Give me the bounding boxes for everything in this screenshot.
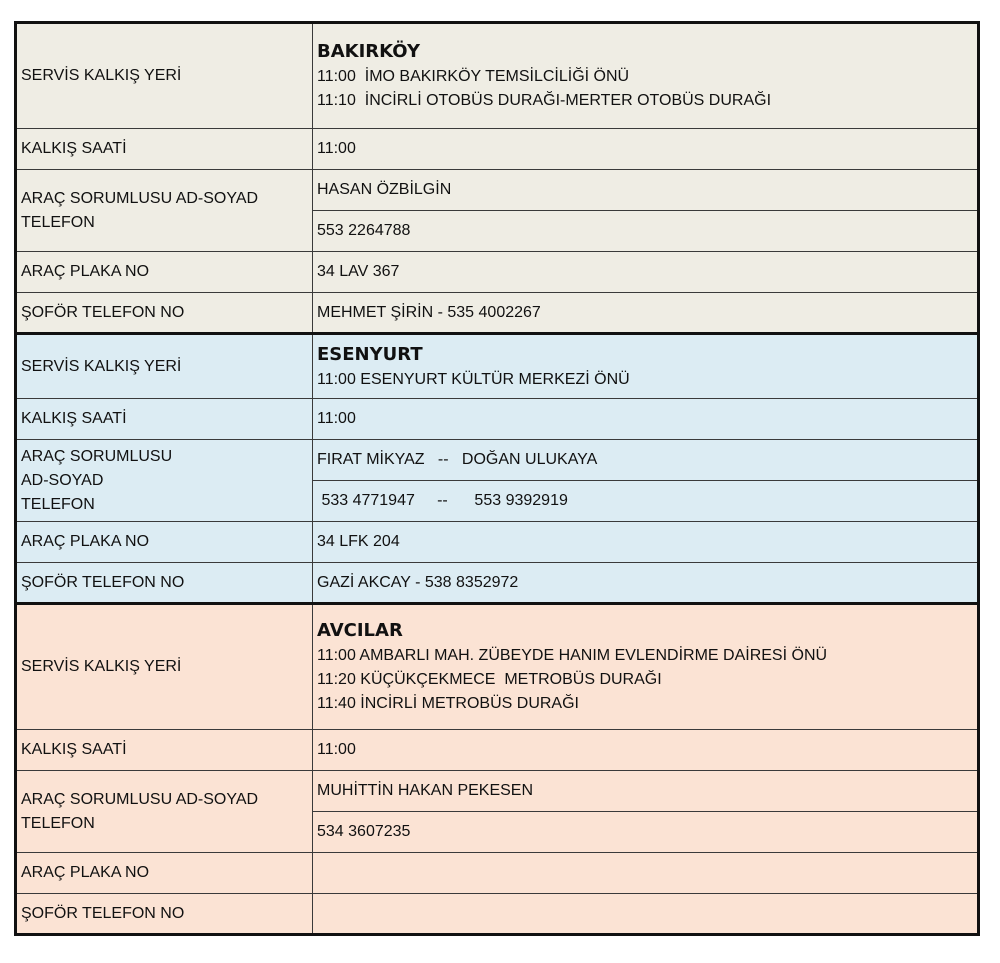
row-departure-place <box>16 604 979 730</box>
responsible-name: HASAN ÖZBİLGİN <box>313 170 979 211</box>
district-title: ESENYURT <box>317 343 423 365</box>
block-avcilar <box>16 604 979 935</box>
departure-place-value <box>313 23 979 129</box>
label-responsible-line: AD-SOYAD <box>21 471 104 489</box>
row-plate <box>16 853 979 894</box>
row-driver <box>16 293 979 334</box>
label-responsible-line: TELEFON <box>21 814 95 832</box>
label-responsible-line: TELEFON <box>21 495 95 513</box>
row-responsible <box>16 170 979 211</box>
departure-place-value <box>313 604 979 730</box>
label-departure-time: KALKIŞ SAATİ <box>16 129 313 170</box>
label-responsible <box>16 170 313 252</box>
driver-value: GAZİ AKCAY - 538 8352972 <box>313 563 979 604</box>
responsible-phone: 534 3607235 <box>313 812 979 853</box>
row-driver <box>16 563 979 604</box>
label-driver-phone: ŞOFÖR TELEFON NO <box>16 293 313 334</box>
plate-value: 34 LAV 367 <box>313 252 979 293</box>
label-departure-time: KALKIŞ SAATİ <box>16 730 313 771</box>
row-departure-place <box>16 334 979 399</box>
responsible-name: FIRAT MİKYAZ -- DOĞAN ULUKAYA <box>313 440 979 481</box>
row-plate <box>16 252 979 293</box>
plate-value: 34 LFK 204 <box>313 522 979 563</box>
label-responsible-line: ARAÇ SORUMLUSU AD-SOYAD <box>21 790 259 808</box>
row-departure-place <box>16 23 979 129</box>
row-departure-time <box>16 399 979 440</box>
label-driver-phone: ŞOFÖR TELEFON NO <box>16 894 313 935</box>
block-bakirkoy <box>16 23 979 334</box>
label-responsible <box>16 440 313 522</box>
departure-time-value: 11:00 <box>313 129 979 170</box>
stop-line: 11:00 İMO BAKIRKÖY TEMSİLCİLİĞİ ÖNÜ <box>317 68 630 85</box>
row-responsible <box>16 440 979 481</box>
label-departure-place: SERVİS KALKIŞ YERİ <box>16 604 313 730</box>
row-departure-time <box>16 129 979 170</box>
row-plate <box>16 522 979 563</box>
label-departure-time: KALKIŞ SAATİ <box>16 399 313 440</box>
stop-line: 11:40 İNCİRLİ METROBÜS DURAĞI <box>317 695 579 712</box>
block-esenyurt <box>16 334 979 604</box>
driver-value <box>313 894 979 935</box>
row-departure-time <box>16 730 979 771</box>
responsible-phone: 533 4771947 -- 553 9392919 <box>313 481 979 522</box>
label-driver-phone: ŞOFÖR TELEFON NO <box>16 563 313 604</box>
label-departure-place: SERVİS KALKIŞ YERİ <box>16 23 313 129</box>
stop-line: 11:00 AMBARLI MAH. ZÜBEYDE HANIM EVLENDİRME DAİRESİ ÖNÜ <box>317 647 828 664</box>
stop-line: 11:20 KÜÇÜKÇEKMECE METROBÜS DURAĞI <box>317 671 662 688</box>
label-plate: ARAÇ PLAKA NO <box>16 853 313 894</box>
label-responsible-line: ARAÇ SORUMLUSU <box>21 447 173 465</box>
driver-value: MEHMET ŞİRİN - 535 4002267 <box>313 293 979 334</box>
departure-time-value: 11:00 <box>313 399 979 440</box>
stop-line: 11:10 İNCİRLİ OTOBÜS DURAĞI-MERTER OTOBÜS DURAĞI <box>317 92 772 109</box>
label-responsible-line: TELEFON <box>21 213 95 231</box>
label-responsible-line: ARAÇ SORUMLUSU AD-SOYAD <box>21 189 259 207</box>
responsible-phone: 553 2264788 <box>313 211 979 252</box>
row-responsible <box>16 771 979 812</box>
stop-line: 11:00 ESENYURT KÜLTÜR MERKEZİ ÖNÜ <box>317 370 630 388</box>
service-schedule-table <box>14 21 980 936</box>
label-departure-place: SERVİS KALKIŞ YERİ <box>16 334 313 399</box>
plate-value <box>313 853 979 894</box>
departure-time-value: 11:00 <box>313 730 979 771</box>
row-driver <box>16 894 979 935</box>
service-schedule-sheet <box>14 21 977 936</box>
district-title: BAKIRKÖY <box>317 41 420 62</box>
label-responsible <box>16 771 313 853</box>
label-plate: ARAÇ PLAKA NO <box>16 522 313 563</box>
responsible-name: MUHİTTİN HAKAN PEKESEN <box>313 771 979 812</box>
departure-place-value <box>313 334 979 399</box>
district-title: AVCILAR <box>317 620 403 641</box>
label-plate: ARAÇ PLAKA NO <box>16 252 313 293</box>
